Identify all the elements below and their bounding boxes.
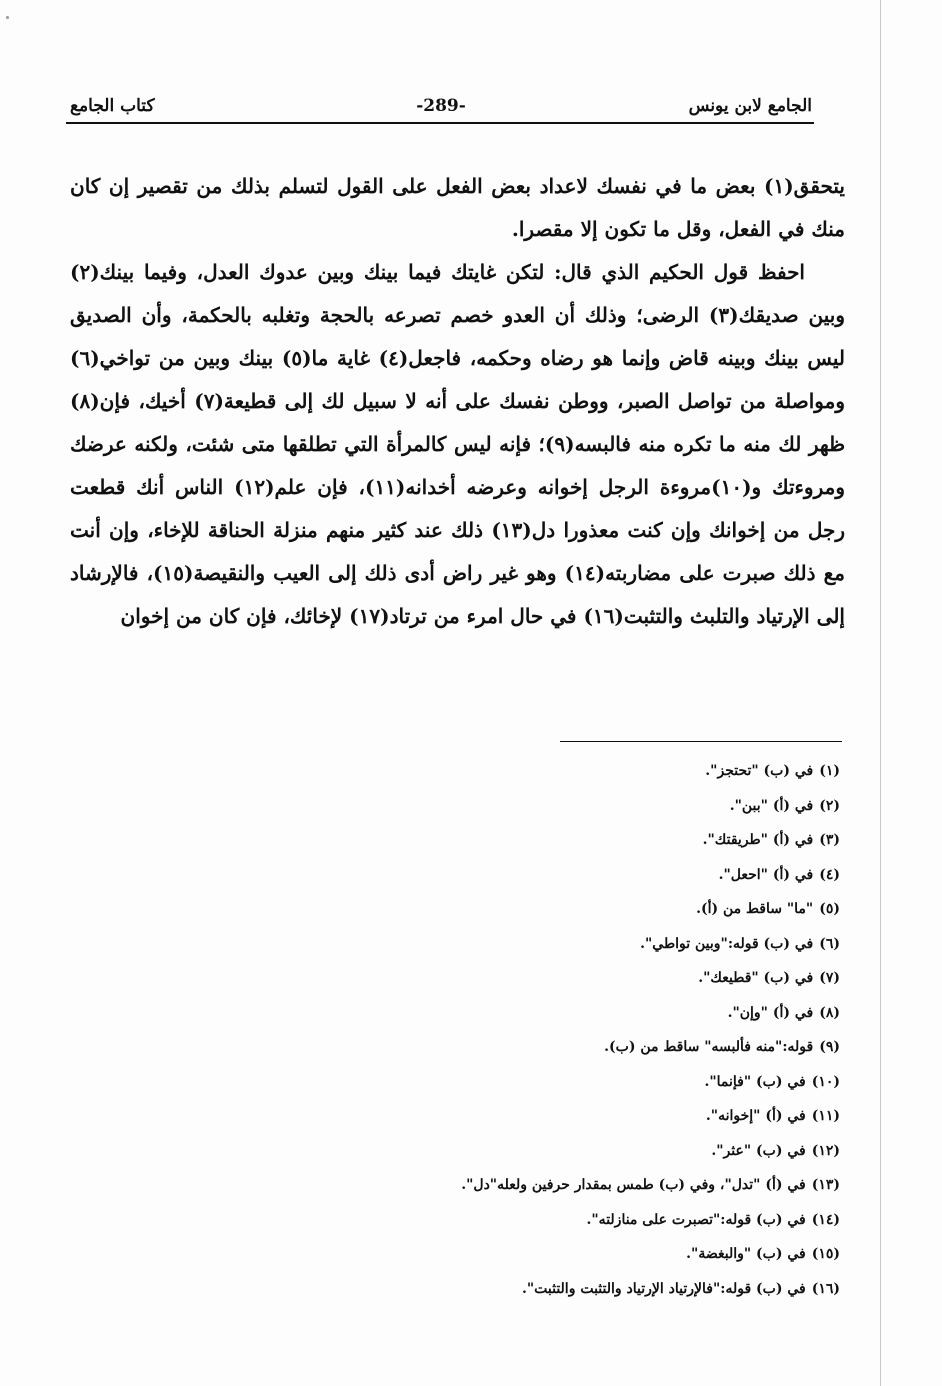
footnote-number: (٦) [819,935,840,952]
footnote-text: في (أ) "تدل"، وفي (ب) طمس بمقدار حرفين ولعله"دل". [461,1177,806,1193]
footnote-text: في (ب) "قطيعك". [698,970,814,986]
footnote-number: (١) [819,763,840,779]
footnote-text: في (ب) قوله:"تصبرت على منازلته". [586,1211,806,1228]
paragraph-2: احفظ قول الحكيم الذي قال: لتكن غايتك فيما بينك وبين عدوك العدل، وفيما بينك(٢) وبين صديقك(٣) الرضى؛ وذلك أن العدو خصم تصرعه بالحجة وتغلبه بالحكمة، وأن الصديق ليس بينك وبينه قاض وإنما هو رضاه وحكمه، فاجعل(٤) غاية ما(٥) بينك وبين من تواخي(٦) ومواصلة من تواصل الصبر، ووطن نفسك على أنه لا سبيل لك إلى قطيعة(٧) أخيك، فإن(٨) ظهر لك منه ما تكره منه فالبسه(٩)؛ فإنه ليس كالمرأة التي تطلقها متى شئت، ولكنه عرضك ومروءتك و(١٠)مروءة الرجل إخوانه وعرضه أخدانه(١١)، فإن علم(١٢) الناس أنك قطعت رجل من إخوانك وإن كنت معذورا دل(١٣) ذلك عند كثير منهم منزلة الحناقة للإخاء، وإن أنت مع ذلك صبرت على مضاربته(١٤) وهو غير راض أدى ذلك إلى العيب والنقيصة(١٥)، فالإرشاد إلى الإرتياد والتلبث والتثبت(١٦) في حال امرء من ترتاد(١٧) لإخائك، فإن كان من إخوان [70,260,846,628]
footnote [380,1237,840,1272]
footnote-text: قوله:"منه فألبسه" ساقط من (ب). [604,1039,814,1055]
footnote [380,927,840,962]
footnote-text: في (أ) "إخوانه". [705,1108,806,1124]
paragraph-1: يتحقق(١) بعض ما في نفسك لاعداد بعض الفعل على القول لتسلم بذلك من تقصير إن كان منك في الفعل، وقل ما تكون إلا مقصرا. [70,174,845,241]
footnote-text: في (أ) "وإن". [727,1004,814,1021]
scan-speck [6,16,9,19]
header-book-title: الجامع لابن يونس [688,96,812,116]
footnote-number: (٩) [819,1039,840,1055]
footnote-number: (١٣) [811,1177,840,1193]
footnote-separator [560,741,842,742]
footnote [380,789,840,824]
footnote-number: (١٤) [811,1211,840,1228]
footnote [380,961,840,996]
footnote [380,1030,840,1065]
footnote [380,892,840,927]
footnote [380,1134,840,1169]
footnote [380,1099,840,1134]
footnote [380,1272,840,1307]
footnote-number: (٣) [819,832,840,848]
header-rule [66,122,814,124]
footnote [380,823,840,858]
footnote [380,858,840,893]
footnote-number: (١٢) [811,1142,840,1159]
footnote-text: في (ب) "عثر". [711,1142,806,1159]
footnote-text: في (أ) "طريقتك". [702,832,814,848]
footnote-text: في (ب) قوله:"وبين تواطي". [640,935,814,952]
footnote-number: (١٦) [811,1280,840,1297]
footnote-text: في (أ) "ببن". [729,797,814,814]
footnote-number: (٨) [819,1004,840,1021]
footnote-text: في (ب) "فإنما". [704,1073,806,1090]
footnote-number: (٥) [819,901,840,917]
page-number: -289- [416,96,466,116]
footnote-number: (٧) [819,970,840,986]
footnote-text: في (ب) قوله:"فالإرتياد الإرتياد والتثبت والتثبت". [521,1280,806,1297]
footnote-text: "ما" ساقط من (أ). [696,901,814,917]
footnote [380,996,840,1031]
footnote-number: (٢) [819,797,840,814]
footnote-number: (١٠) [811,1073,840,1090]
footnote-text: في (ب) "تحتجز". [705,763,814,779]
header-chapter-title: كتاب الجامع [70,96,155,116]
running-header [70,96,812,124]
footnote-text: في (ب) "والبغضة". [686,1246,806,1262]
footnote [380,1168,840,1203]
footnote [380,754,840,789]
page-edge-line [880,0,881,1386]
footnote-number: (١٥) [811,1246,840,1262]
footnote-text: في (أ) "احعل". [718,866,814,883]
footnote [380,1065,840,1100]
main-text [70,165,845,638]
footnote-number: (٤) [819,866,840,883]
footnote [380,1203,840,1238]
footnotes-list [380,754,840,1306]
footnote-number: (١١) [811,1108,840,1124]
